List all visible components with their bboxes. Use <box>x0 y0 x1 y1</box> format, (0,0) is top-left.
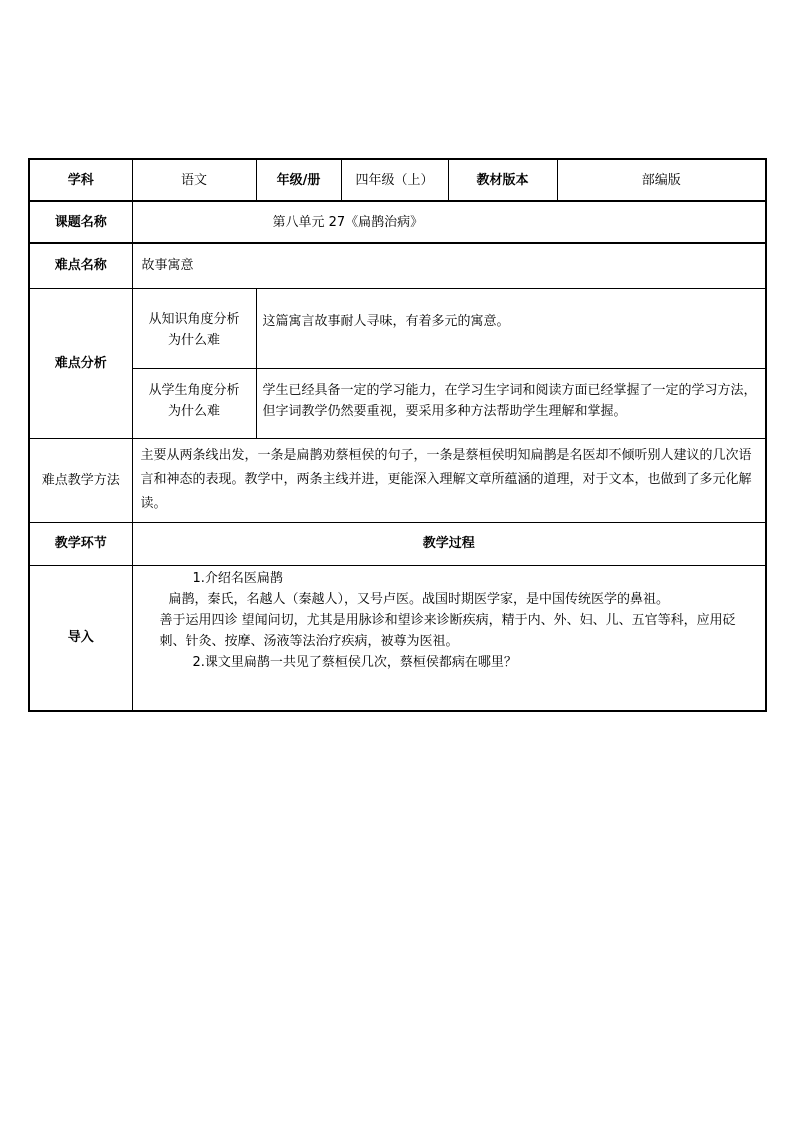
stage-label: 教学环节 <box>29 522 132 565</box>
difficulty-value: 故事寓意 <box>132 243 766 288</box>
analysis-label: 难点分析 <box>29 288 132 438</box>
edition-label: 教材版本 <box>448 159 557 201</box>
student-angle-label <box>132 368 256 438</box>
subject-value: 语文 <box>132 159 256 201</box>
process-label: 教学过程 <box>132 522 766 565</box>
student-angle-text: 学生已经具备一定的学习能力，在学习生字词和阅读方面已经掌握了一定的学习方法，但字词教学仍然要重视，要采用多种方法帮助学生理解和掌握。 <box>256 368 766 438</box>
analysis-student-row <box>29 368 766 438</box>
difficulty-row <box>29 243 766 288</box>
grade-value: 四年级（上） <box>341 159 448 201</box>
intro-item-2: 2.课文里扁鹊一共见了蔡桓侯几次，蔡桓侯都病在哪里？ <box>192 654 517 670</box>
lesson-plan-table <box>28 158 767 712</box>
knowledge-angle-label <box>132 288 256 368</box>
method-row <box>29 438 766 522</box>
process-header-row <box>29 522 766 565</box>
method-text: 主要从两条线出发，一条是扁鹊劝蔡桓侯的句子，一条是蔡桓侯明知扁鹊是名医却不倾听别人建议的几次语言和神态的表现。教学中，两条主线并进，更能深入理解文章所蕴涵的道理，对于文本，也做到了多元化解读。 <box>132 438 766 522</box>
analysis-knowledge-row <box>29 288 766 368</box>
lesson-row <box>29 201 766 243</box>
intro-row <box>29 565 766 711</box>
knowledge-angle-text: 这篇寓言故事耐人寻味，有着多元的寓意。 <box>256 288 766 368</box>
intro-content <box>132 565 766 711</box>
edition-value: 部编版 <box>557 159 766 201</box>
student-angle-line1: 从学生角度分析 <box>148 382 240 398</box>
knowledge-angle-line1: 从知识角度分析 <box>148 311 240 327</box>
student-angle-line2: 为什么难 <box>167 403 220 419</box>
knowledge-angle-line2: 为什么难 <box>167 332 220 348</box>
lesson-label: 课题名称 <box>29 201 132 243</box>
header-row <box>29 159 766 201</box>
grade-label: 年级/册 <box>256 159 341 201</box>
method-label: 难点教学方法 <box>29 438 132 522</box>
subject-label: 学科 <box>29 159 132 201</box>
intro-paragraph-2: 善于运用四诊 望闻问切，尤其是用脉诊和望诊来诊断疾病，精于内、外、妇、儿、五官等科，应用砭刺、针灸、按摩、汤液等法治疗疾病，被尊为医祖。 <box>159 612 736 649</box>
difficulty-label: 难点名称 <box>29 243 132 288</box>
intro-item-1: 1.介绍名医扁鹊 <box>192 570 283 586</box>
intro-label: 导入 <box>29 565 132 711</box>
lesson-value: 第八单元 27《扁鹊治病》 <box>132 201 766 243</box>
intro-paragraph-1: 扁鹊，秦氏，名越人（秦越人），又号卢医。战国时期医学家，是中国传统医学的鼻祖。 <box>168 591 670 607</box>
